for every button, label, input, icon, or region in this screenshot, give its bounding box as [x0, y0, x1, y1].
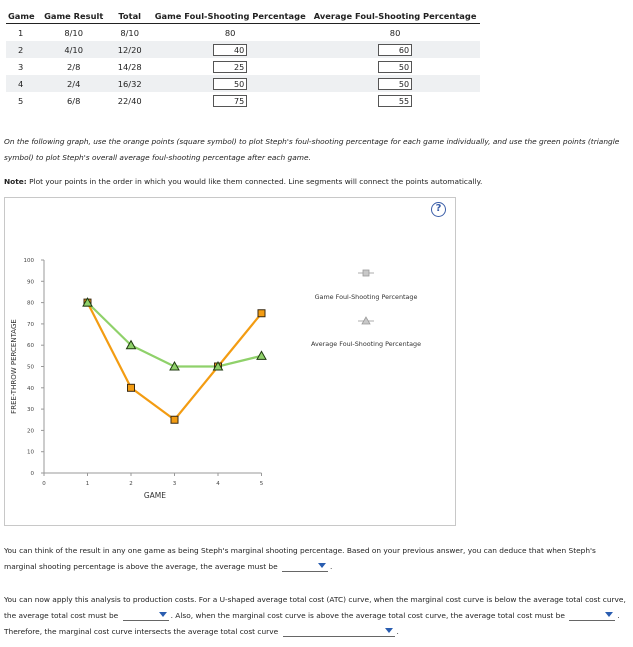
cell-game-result: 6/8 [67, 95, 81, 106]
chart-legend[interactable] [311, 270, 421, 348]
cell-avg-pct [310, 58, 481, 75]
chart-axes [24, 258, 264, 487]
score-table [6, 8, 480, 109]
y-tick-label: 0 [30, 471, 34, 477]
foul-shooting-chart[interactable] [4, 197, 456, 526]
table-header-row [6, 8, 480, 24]
header-game-pct: Game Foul-Shooting Percentage [151, 8, 310, 24]
cell-avg-pct: 80 [389, 27, 401, 38]
y-tick-label: 70 [27, 321, 34, 328]
legend-avg-pct-label: Average Foul-Shooting Percentage [310, 340, 422, 348]
table-row [6, 24, 480, 42]
y-tick-label: 20 [27, 428, 34, 435]
cell-game-result: 2/8 [67, 61, 81, 72]
x-tick-label: 4 [216, 481, 220, 487]
cell-game-result: 4/10 [39, 41, 109, 58]
question-2 [4, 592, 632, 640]
cell-game: 3 [18, 61, 24, 72]
cell-game-result: 2/4 [39, 75, 109, 92]
cell-total: 16/32 [109, 75, 151, 92]
note [4, 174, 624, 190]
x-tick-label: 0 [42, 481, 46, 487]
cell-total: 22/40 [117, 95, 142, 106]
header-total: Total [109, 8, 151, 24]
y-tick-label: 30 [27, 407, 34, 414]
cell-avg-pct-input[interactable]: 50 [378, 78, 412, 90]
cell-game-pct [151, 58, 310, 75]
intersection-dropdown[interactable] [283, 627, 395, 637]
note-text: Plot your points in the order in which you would like them connected. Line segments will connect the points automatically. [26, 177, 483, 186]
cell-avg-pct-input[interactable]: 60 [378, 44, 412, 56]
cell-game-pct [151, 75, 310, 92]
game-pct-point[interactable] [128, 384, 135, 391]
cell-total: 12/20 [109, 41, 151, 58]
x-tick-label: 3 [172, 481, 177, 487]
y-tick-label: 10 [27, 449, 34, 456]
atc-below-dropdown[interactable] [123, 611, 169, 621]
cell-avg-pct-input[interactable]: 50 [378, 61, 412, 73]
cell-game-pct [151, 41, 310, 58]
table-row [6, 92, 480, 109]
y-tick-label: 90 [27, 279, 34, 286]
legend-game-pct-label: Game Foul-Shooting Percentage [314, 293, 418, 301]
game-pct-point[interactable] [171, 416, 178, 423]
table-row [6, 41, 480, 58]
header-game-result: Game Result [39, 8, 109, 24]
cell-game-pct-input[interactable]: 50 [213, 78, 247, 90]
header-game: Game [6, 8, 39, 24]
chevron-down-icon [159, 612, 167, 617]
question-2-end: . [396, 627, 399, 636]
cell-avg-pct-input[interactable]: 55 [378, 95, 412, 107]
avg-pct-point[interactable] [257, 351, 266, 359]
graph-instructions [4, 134, 624, 166]
atc-above-dropdown[interactable] [569, 611, 615, 621]
cell-avg-pct [310, 92, 481, 109]
cell-avg-pct [310, 75, 481, 92]
y-tick-label: 100 [23, 258, 34, 264]
x-tick-label: 5 [259, 481, 264, 487]
help-icon[interactable]: ? [431, 202, 446, 217]
chevron-down-icon [318, 563, 326, 568]
y-tick-label: 40 [27, 385, 34, 392]
question-1 [4, 543, 630, 575]
question-1-end: . [330, 562, 333, 571]
table-row [6, 75, 480, 92]
legend-game-pct-marker[interactable] [363, 270, 369, 276]
average-direction-dropdown[interactable] [282, 562, 328, 572]
y-tick-label: 60 [27, 343, 34, 350]
cell-game: 2 [6, 41, 39, 58]
cell-game: 5 [18, 95, 24, 106]
question-1-text: You can think of the result in any one game as being Steph's marginal shooting percentage. Based on your previous answer, you can deduce that when Steph's marginal shooting percentage is above the average, the average must be [4, 546, 596, 571]
chevron-down-icon [605, 612, 613, 617]
y-axis-label: FREE-THROW PERCENTAGE [10, 319, 18, 414]
cell-avg-pct [310, 41, 481, 58]
y-tick-label: 80 [27, 300, 34, 307]
cell-game-pct-input[interactable]: 75 [213, 95, 247, 107]
x-axis-label: GAME [143, 491, 167, 500]
chevron-down-icon [385, 628, 393, 633]
cell-game: 1 [18, 27, 24, 38]
question-2-text-2: . Also, when the marginal cost curve is above the average total cost curve, the average total cost must be [170, 611, 565, 620]
header-avg-pct: Average Foul-Shooting Percentage [310, 8, 481, 24]
cell-game-pct [151, 92, 310, 109]
graph-instructions-text: On the following graph, use the orange points (square symbol) to plot Steph's foul-shooting percentage for each game individually, and use the green points (triangle symbol) to plot Steph's overall average foul-shooting percentage after each game. [4, 137, 620, 162]
question-2-text-3: . Therefore, the marginal cost curve intersects the average total cost curve [4, 611, 620, 636]
cell-game-result: 8/10 [64, 27, 83, 38]
x-tick-label: 1 [85, 481, 90, 487]
cell-game-pct-input[interactable]: 25 [213, 61, 247, 73]
cell-game-pct: 80 [224, 27, 236, 38]
cell-total: 14/28 [117, 61, 142, 72]
cell-game: 4 [6, 75, 39, 92]
game-pct-point[interactable] [258, 310, 265, 317]
cell-game-pct-input[interactable]: 40 [213, 44, 247, 56]
question-2-text-1: You can now apply this analysis to production costs. For a U-shaped average total cost (ATC) curve, when the marginal cost curve is below the average total cost curve, the average total cost must be [4, 595, 626, 620]
series-line-avg-pct [88, 303, 262, 367]
table-row [6, 58, 480, 75]
cell-total: 8/10 [120, 27, 139, 38]
note-label: Note: [4, 177, 27, 186]
x-tick-label: 2 [129, 481, 133, 487]
y-tick-label: 50 [27, 364, 34, 371]
